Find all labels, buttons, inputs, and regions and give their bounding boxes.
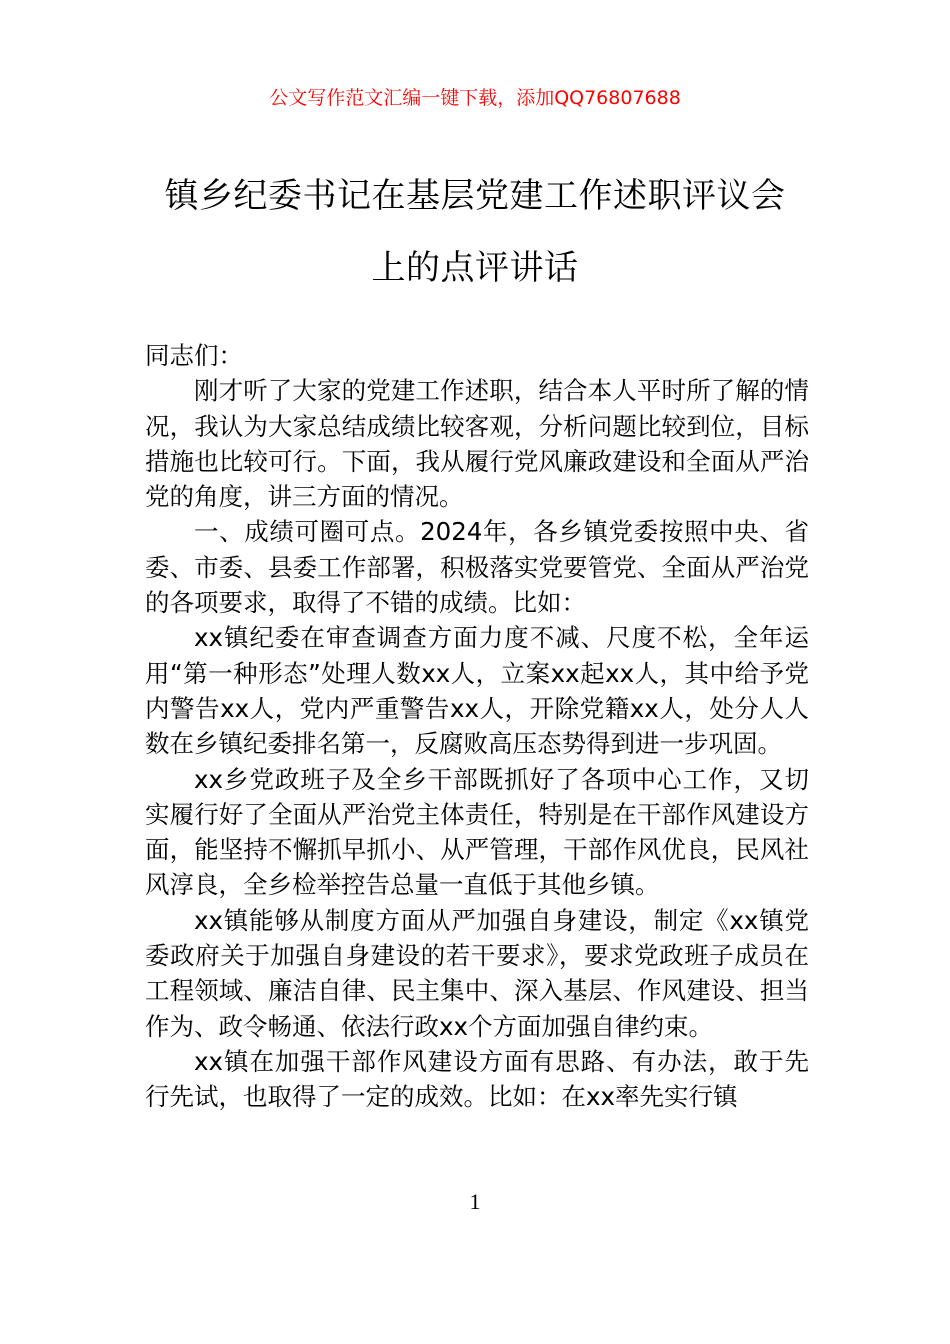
download-notice: 公文写作范文汇编一键下载，添加QQ76807688 xyxy=(269,87,681,109)
paragraph-opening: 刚才听了大家的党建工作述职，结合本人平时所了解的情况，我认为大家总结成绩比较客观，分析问题比较到位，目标措施也比较可行。下面，我从履行党风廉政建设和全面从严治党的角度，讲三方面的情况。 xyxy=(145,376,809,512)
paragraph-section-one: 一、成绩可圈可点。2024年，各乡镇党委按照中央、省委、市委、县委工作部署，积极落实党要管党、全面从严治党的各项要求，取得了不错的成绩。比如： xyxy=(145,517,809,618)
title-line-2: 上的点评讲话 xyxy=(371,248,579,288)
document-body xyxy=(145,338,809,1115)
document-title xyxy=(130,160,820,304)
page-number: 1 xyxy=(469,1189,481,1214)
paragraph-example-3: xx镇能够从制度方面从严加强自身建设，制定《xx镇党委政府关于加强自身建设的若干要求》，要求党政班子成员在工程领域、廉洁自律、民主集中、深入基层、作风建设、担当作为、政令畅通、依法行政xx个方面加强自律约束。 xyxy=(145,905,809,1041)
salutation: 同志们： xyxy=(145,341,243,370)
paragraph-example-4: xx镇在加强干部作风建设方面有思路、有办法，敢于先行先试，也取得了一定的成效。比如：在xx率先实行镇 xyxy=(145,1046,809,1112)
paragraph-example-2: xx乡党政班子及全乡干部既抓好了各项中心工作，又切实履行好了全面从严治党主体责任，特别是在干部作风建设方面，能坚持不懈抓早抓小、从严管理，干部作风优良，民风社风淳良，全乡检举控告总量一直低于其他乡镇。 xyxy=(145,764,809,900)
title-line-1: 镇乡纪委书记在基层党建工作述职评议会 xyxy=(164,176,786,216)
paragraph-example-1: xx镇纪委在审查调查方面力度不减、尺度不松，全年运用“第一种形态”处理人数xx人，立案xx起xx人，其中给予党内警告xx人，党内严重警告xx人，开除党籍xx人，处分人人数在乡镇纪委排名第一，反腐败高压态势得到进一步巩固。 xyxy=(145,623,809,759)
